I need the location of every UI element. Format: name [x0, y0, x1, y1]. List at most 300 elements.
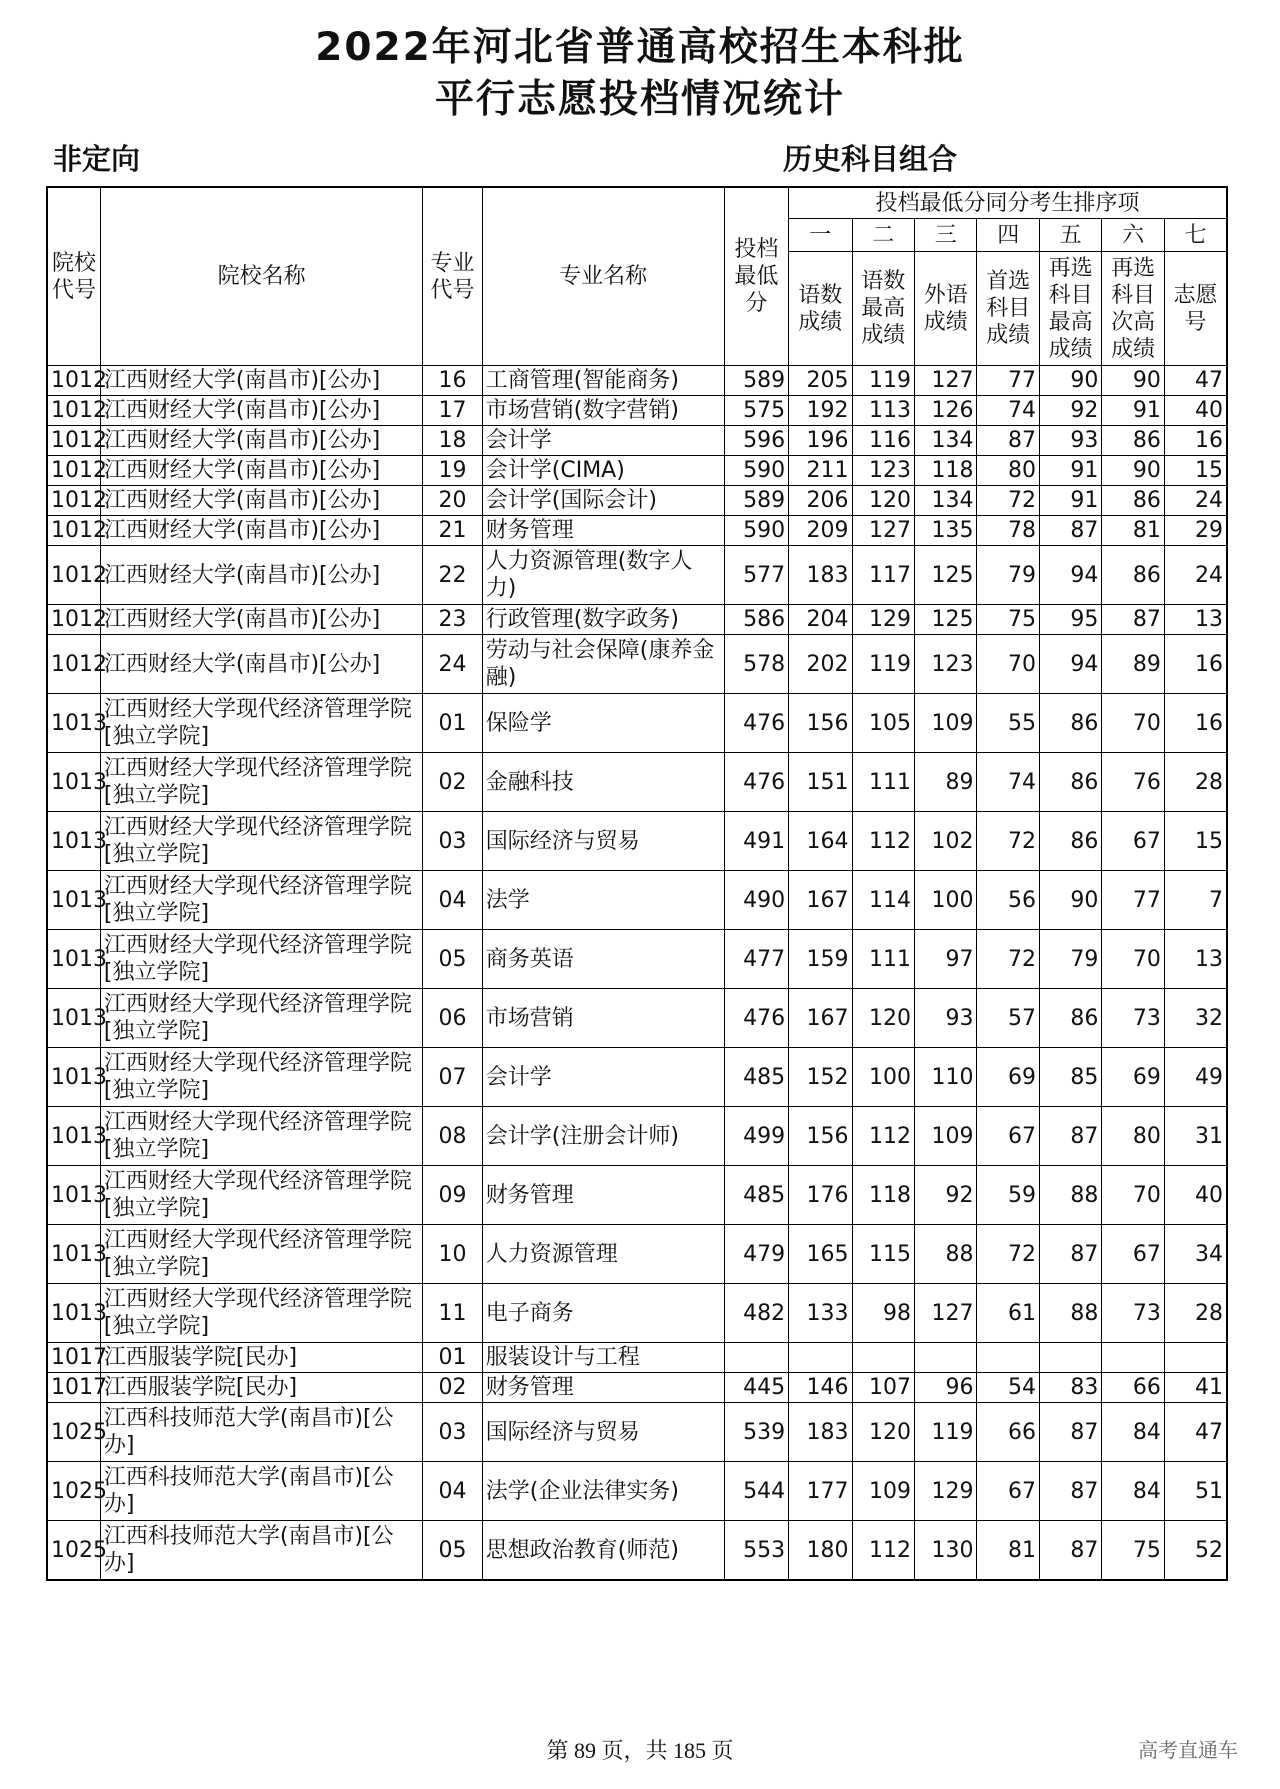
cell-rank-3: 96 [915, 1373, 977, 1403]
cell-school-code: 1017 [47, 1373, 100, 1403]
header-school-name: 院校名称 [100, 187, 422, 366]
cell-rank-3: 118 [915, 456, 977, 486]
table-row [47, 486, 1227, 516]
cell-rank-6: 70 [1102, 1166, 1164, 1225]
cell-rank-4: 80 [977, 456, 1039, 486]
cell-rank-7: 49 [1164, 1048, 1227, 1107]
cell-rank-2: 115 [852, 1225, 914, 1284]
cell-min-score: 476 [724, 753, 788, 812]
cell-school-code: 1013 [47, 753, 100, 812]
cell-rank-7: 52 [1164, 1521, 1227, 1581]
cell-rank-1: 204 [789, 605, 852, 635]
cell-major-code: 11 [423, 1284, 482, 1343]
table-row [47, 546, 1227, 605]
document-title-line-2: 平行志愿投档情况统计 [434, 77, 845, 122]
cell-rank-3: 102 [915, 812, 977, 871]
cell-school-name: 江西财经大学(南昌市)[公办] [100, 546, 422, 605]
cell-rank-7: 16 [1164, 635, 1227, 694]
cell-rank-2: 112 [852, 1521, 914, 1581]
cell-major-name: 保险学 [482, 694, 724, 753]
cell-school-code: 1013 [47, 812, 100, 871]
cell-rank-7: 15 [1164, 812, 1227, 871]
cell-rank-1: 211 [789, 456, 852, 486]
cell-school-name: 江西服装学院[民办] [100, 1373, 422, 1403]
cell-rank-2: 123 [852, 456, 914, 486]
cell-major-name: 人力资源管理(数字人力) [482, 546, 724, 605]
table-row [47, 1225, 1227, 1284]
cell-major-code: 05 [423, 930, 482, 989]
cell-rank-6: 86 [1102, 546, 1164, 605]
cell-school-name: 江西财经大学(南昌市)[公办] [100, 516, 422, 546]
cell-school-name: 江西财经大学(南昌市)[公办] [100, 605, 422, 635]
cell-school-code: 1012 [47, 396, 100, 426]
cell-rank-3 [915, 1343, 977, 1373]
cell-major-name: 思想政治教育(师范) [482, 1521, 724, 1581]
cell-rank-7: 47 [1164, 366, 1227, 396]
cell-rank-3: 134 [915, 486, 977, 516]
cell-rank-7: 24 [1164, 486, 1227, 516]
cell-min-score: 590 [724, 516, 788, 546]
cell-min-score: 586 [724, 605, 788, 635]
cell-rank-4: 74 [977, 753, 1039, 812]
cell-rank-7: 34 [1164, 1225, 1227, 1284]
cell-rank-6: 86 [1102, 426, 1164, 456]
cell-school-name: 江西财经大学现代经济管理学院[独立学院] [100, 1284, 422, 1343]
header-rank-item-7: 志愿号 [1164, 252, 1227, 366]
cell-school-name: 江西科技师范大学(南昌市)[公办] [100, 1462, 422, 1521]
cell-school-code: 1013 [47, 1284, 100, 1343]
table-row [47, 456, 1227, 486]
cell-rank-1: 209 [789, 516, 852, 546]
table-row [47, 426, 1227, 456]
cell-major-code: 08 [423, 1107, 482, 1166]
cell-major-name: 人力资源管理 [482, 1225, 724, 1284]
cell-rank-2: 112 [852, 812, 914, 871]
cell-rank-4: 81 [977, 1521, 1039, 1581]
cell-school-code: 1012 [47, 486, 100, 516]
cell-rank-5: 91 [1039, 486, 1101, 516]
cell-school-name: 江西财经大学现代经济管理学院[独立学院] [100, 694, 422, 753]
cell-major-code: 17 [423, 396, 482, 426]
cell-school-name: 江西财经大学现代经济管理学院[独立学院] [100, 753, 422, 812]
header-rank-item-3: 外语成绩 [915, 252, 977, 366]
cell-rank-7: 31 [1164, 1107, 1227, 1166]
cell-major-code: 03 [423, 812, 482, 871]
cell-major-code: 02 [423, 1373, 482, 1403]
cell-rank-4: 67 [977, 1462, 1039, 1521]
cell-rank-5: 87 [1039, 1403, 1101, 1462]
table-row [47, 1107, 1227, 1166]
cell-min-score: 477 [724, 930, 788, 989]
cell-school-code: 1013 [47, 989, 100, 1048]
cell-rank-7: 40 [1164, 396, 1227, 426]
table-body [47, 366, 1227, 1581]
cell-rank-3: 88 [915, 1225, 977, 1284]
cell-rank-5: 92 [1039, 396, 1101, 426]
cell-rank-2: 119 [852, 635, 914, 694]
header-rank-6: 六 [1102, 219, 1164, 252]
cell-rank-6: 70 [1102, 694, 1164, 753]
cell-rank-7: 24 [1164, 546, 1227, 605]
cell-major-name: 法学(企业法律实务) [482, 1462, 724, 1521]
cell-min-score: 577 [724, 546, 788, 605]
cell-school-name: 江西财经大学现代经济管理学院[独立学院] [100, 1166, 422, 1225]
cell-school-code: 1013 [47, 694, 100, 753]
cell-rank-1: 183 [789, 1403, 852, 1462]
cell-school-name: 江西财经大学现代经济管理学院[独立学院] [100, 1225, 422, 1284]
cell-rank-5: 93 [1039, 426, 1101, 456]
header-rank-item-6: 再选科目次高成绩 [1102, 252, 1164, 366]
cell-rank-6: 89 [1102, 635, 1164, 694]
cell-rank-2: 117 [852, 546, 914, 605]
cell-rank-7: 28 [1164, 1284, 1227, 1343]
table-row [47, 1403, 1227, 1462]
cell-rank-5: 87 [1039, 1225, 1101, 1284]
cell-rank-3: 134 [915, 426, 977, 456]
table-row [47, 812, 1227, 871]
cell-school-name: 江西财经大学现代经济管理学院[独立学院] [100, 989, 422, 1048]
cell-min-score: 445 [724, 1373, 788, 1403]
cell-rank-1: 159 [789, 930, 852, 989]
cell-rank-5: 87 [1039, 1107, 1101, 1166]
table-row [47, 1462, 1227, 1521]
cell-rank-7: 29 [1164, 516, 1227, 546]
cell-rank-2: 127 [852, 516, 914, 546]
cell-rank-5 [1039, 1343, 1101, 1373]
cell-school-code: 1012 [47, 546, 100, 605]
cell-rank-6: 67 [1102, 1225, 1164, 1284]
cell-school-name: 江西财经大学(南昌市)[公办] [100, 366, 422, 396]
header-rank-5: 五 [1039, 219, 1101, 252]
cell-rank-2: 98 [852, 1284, 914, 1343]
header-rank-2: 二 [852, 219, 914, 252]
table-row [47, 871, 1227, 930]
cell-rank-3: 89 [915, 753, 977, 812]
cell-rank-4: 72 [977, 812, 1039, 871]
cell-rank-5: 87 [1039, 516, 1101, 546]
cell-rank-4: 66 [977, 1403, 1039, 1462]
cell-major-name: 会计学(注册会计师) [482, 1107, 724, 1166]
cell-rank-3: 123 [915, 635, 977, 694]
cell-rank-5: 86 [1039, 694, 1101, 753]
cell-school-code: 1013 [47, 1225, 100, 1284]
header-rank-3: 三 [915, 219, 977, 252]
cell-rank-2: 113 [852, 396, 914, 426]
cell-school-code: 1025 [47, 1462, 100, 1521]
cell-rank-3: 129 [915, 1462, 977, 1521]
cell-min-score: 596 [724, 426, 788, 456]
cell-school-name: 江西科技师范大学(南昌市)[公办] [100, 1403, 422, 1462]
cell-rank-3: 109 [915, 1107, 977, 1166]
cell-school-code: 1013 [47, 1107, 100, 1166]
cell-rank-4: 56 [977, 871, 1039, 930]
cell-rank-2: 107 [852, 1373, 914, 1403]
cell-rank-1: 133 [789, 1284, 852, 1343]
cell-min-score: 491 [724, 812, 788, 871]
cell-rank-6: 90 [1102, 456, 1164, 486]
cell-major-code: 16 [423, 366, 482, 396]
cell-rank-3: 119 [915, 1403, 977, 1462]
cell-school-name: 江西财经大学现代经济管理学院[独立学院] [100, 930, 422, 989]
cell-rank-3: 125 [915, 546, 977, 605]
header-rank-7: 七 [1164, 219, 1227, 252]
cell-rank-5: 88 [1039, 1284, 1101, 1343]
cell-major-name: 会计学 [482, 426, 724, 456]
cell-major-name: 电子商务 [482, 1284, 724, 1343]
cell-rank-5: 94 [1039, 546, 1101, 605]
cell-rank-5: 85 [1039, 1048, 1101, 1107]
table-row [47, 1284, 1227, 1343]
cell-rank-5: 95 [1039, 605, 1101, 635]
cell-rank-1: 196 [789, 426, 852, 456]
cell-major-name: 工商管理(智能商务) [482, 366, 724, 396]
cell-rank-3: 93 [915, 989, 977, 1048]
cell-school-name: 江西财经大学现代经济管理学院[独立学院] [100, 871, 422, 930]
cell-rank-4: 72 [977, 930, 1039, 989]
header-min-score: 投档最低分 [724, 187, 788, 366]
cell-major-name: 会计学(国际会计) [482, 486, 724, 516]
cell-major-code: 20 [423, 486, 482, 516]
cell-rank-2: 120 [852, 1403, 914, 1462]
cell-school-name: 江西财经大学现代经济管理学院[独立学院] [100, 1107, 422, 1166]
cell-major-code: 22 [423, 546, 482, 605]
cell-major-name: 法学 [482, 871, 724, 930]
cell-rank-4: 74 [977, 396, 1039, 426]
cell-school-code: 1013 [47, 1048, 100, 1107]
cell-rank-1: 176 [789, 1166, 852, 1225]
cell-rank-2: 116 [852, 426, 914, 456]
cell-rank-3: 127 [915, 366, 977, 396]
cell-rank-1: 152 [789, 1048, 852, 1107]
table-row [47, 1343, 1227, 1373]
cell-school-code: 1012 [47, 605, 100, 635]
cell-rank-2: 111 [852, 930, 914, 989]
cell-rank-3: 130 [915, 1521, 977, 1581]
cell-rank-5: 83 [1039, 1373, 1101, 1403]
cell-rank-7: 13 [1164, 605, 1227, 635]
cell-rank-7: 47 [1164, 1403, 1227, 1462]
cell-rank-5: 86 [1039, 812, 1101, 871]
cell-rank-6: 75 [1102, 1521, 1164, 1581]
cell-rank-1: 202 [789, 635, 852, 694]
cell-rank-4: 59 [977, 1166, 1039, 1225]
cell-school-name: 江西财经大学(南昌市)[公办] [100, 635, 422, 694]
header-major-code: 专业代号 [423, 187, 482, 366]
cell-rank-4: 78 [977, 516, 1039, 546]
cell-rank-4: 54 [977, 1373, 1039, 1403]
table-row [47, 635, 1227, 694]
cell-major-code: 18 [423, 426, 482, 456]
cell-rank-2: 118 [852, 1166, 914, 1225]
cell-min-score: 482 [724, 1284, 788, 1343]
cell-major-name: 财务管理 [482, 516, 724, 546]
cell-school-name: 江西财经大学(南昌市)[公办] [100, 486, 422, 516]
table-row [47, 753, 1227, 812]
cell-school-name: 江西科技师范大学(南昌市)[公办] [100, 1521, 422, 1581]
cell-min-score: 490 [724, 871, 788, 930]
cell-rank-1: 164 [789, 812, 852, 871]
cell-rank-2: 120 [852, 989, 914, 1048]
cell-rank-7: 28 [1164, 753, 1227, 812]
cell-rank-3: 127 [915, 1284, 977, 1343]
header-rank-item-2: 语数最高成绩 [852, 252, 914, 366]
cell-rank-1: 206 [789, 486, 852, 516]
cell-school-code: 1012 [47, 456, 100, 486]
cell-rank-6 [1102, 1343, 1164, 1373]
cell-min-score: 479 [724, 1225, 788, 1284]
cell-rank-4: 72 [977, 486, 1039, 516]
subject-group-label: 历史科目组合 [783, 142, 958, 176]
cell-rank-6: 84 [1102, 1403, 1164, 1462]
cell-school-code: 1025 [47, 1521, 100, 1581]
cell-major-code: 01 [423, 1343, 482, 1373]
cell-rank-7: 32 [1164, 989, 1227, 1048]
cell-rank-7: 51 [1164, 1462, 1227, 1521]
cell-school-code: 1012 [47, 426, 100, 456]
header-school-code: 院校代号 [47, 187, 100, 366]
cell-major-code: 21 [423, 516, 482, 546]
cell-rank-1: 205 [789, 366, 852, 396]
cell-major-code: 02 [423, 753, 482, 812]
admission-table [46, 186, 1228, 1581]
cell-rank-5: 91 [1039, 456, 1101, 486]
cell-rank-6: 67 [1102, 812, 1164, 871]
cell-rank-2: 129 [852, 605, 914, 635]
cell-school-code: 1013 [47, 930, 100, 989]
cell-major-name: 金融科技 [482, 753, 724, 812]
cell-rank-5: 87 [1039, 1462, 1101, 1521]
header-rank-item-5: 再选科目最高成绩 [1039, 252, 1101, 366]
cell-rank-7 [1164, 1343, 1227, 1373]
cell-major-name: 国际经济与贸易 [482, 1403, 724, 1462]
cell-rank-4: 57 [977, 989, 1039, 1048]
cell-major-code: 04 [423, 1462, 482, 1521]
cell-major-name: 会计学 [482, 1048, 724, 1107]
cell-rank-3: 126 [915, 396, 977, 426]
cell-rank-6: 70 [1102, 930, 1164, 989]
cell-rank-2: 100 [852, 1048, 914, 1107]
table-row [47, 694, 1227, 753]
cell-rank-2: 109 [852, 1462, 914, 1521]
watermark: 高考直通车 [1138, 1738, 1238, 1762]
cell-major-name: 国际经济与贸易 [482, 812, 724, 871]
cell-rank-5: 87 [1039, 1521, 1101, 1581]
cell-major-name: 会计学(CIMA) [482, 456, 724, 486]
cell-school-name: 江西财经大学(南昌市)[公办] [100, 456, 422, 486]
cell-rank-1: 167 [789, 871, 852, 930]
cell-major-code: 09 [423, 1166, 482, 1225]
cell-min-score: 539 [724, 1403, 788, 1462]
cell-rank-1: 177 [789, 1462, 852, 1521]
cell-rank-2: 119 [852, 366, 914, 396]
cell-school-code: 1025 [47, 1403, 100, 1462]
cell-rank-6: 69 [1102, 1048, 1164, 1107]
cell-major-name: 商务英语 [482, 930, 724, 989]
cell-major-code: 19 [423, 456, 482, 486]
cell-school-code: 1013 [47, 871, 100, 930]
cell-rank-6: 91 [1102, 396, 1164, 426]
cell-min-score [724, 1343, 788, 1373]
page-footer: 第 89 页，共 185 页 [546, 1738, 734, 1763]
cell-school-code: 1013 [47, 1166, 100, 1225]
header-rank-group: 投档最低分同分考生排序项 [789, 187, 1227, 219]
cell-rank-3: 92 [915, 1166, 977, 1225]
cell-school-name: 江西财经大学现代经济管理学院[独立学院] [100, 1048, 422, 1107]
category-label: 非定向 [53, 142, 141, 176]
cell-min-score: 589 [724, 366, 788, 396]
cell-rank-5: 79 [1039, 930, 1101, 989]
cell-rank-4: 70 [977, 635, 1039, 694]
cell-rank-1: 146 [789, 1373, 852, 1403]
cell-rank-3: 135 [915, 516, 977, 546]
cell-min-score: 476 [724, 694, 788, 753]
cell-major-code: 07 [423, 1048, 482, 1107]
cell-rank-2: 105 [852, 694, 914, 753]
cell-rank-1: 151 [789, 753, 852, 812]
cell-rank-5: 86 [1039, 989, 1101, 1048]
cell-rank-4: 72 [977, 1225, 1039, 1284]
cell-school-code: 1012 [47, 366, 100, 396]
cell-rank-4: 55 [977, 694, 1039, 753]
cell-rank-5: 90 [1039, 871, 1101, 930]
cell-min-score: 544 [724, 1462, 788, 1521]
cell-rank-4: 79 [977, 546, 1039, 605]
cell-major-name: 劳动与社会保障(康养金融) [482, 635, 724, 694]
cell-major-code: 04 [423, 871, 482, 930]
cell-major-code: 06 [423, 989, 482, 1048]
header-rank-item-4: 首选科目成绩 [977, 252, 1039, 366]
cell-rank-4 [977, 1343, 1039, 1373]
cell-major-code: 05 [423, 1521, 482, 1581]
cell-rank-1: 183 [789, 546, 852, 605]
cell-min-score: 578 [724, 635, 788, 694]
table-row [47, 605, 1227, 635]
cell-major-name: 服装设计与工程 [482, 1343, 724, 1373]
table-row [47, 930, 1227, 989]
cell-rank-1 [789, 1343, 852, 1373]
cell-rank-3: 100 [915, 871, 977, 930]
cell-major-code: 24 [423, 635, 482, 694]
header-rank-1: 一 [789, 219, 852, 252]
table-row [47, 1521, 1227, 1581]
cell-rank-5: 88 [1039, 1166, 1101, 1225]
cell-major-code: 03 [423, 1403, 482, 1462]
cell-school-code: 1017 [47, 1343, 100, 1373]
cell-rank-7: 16 [1164, 694, 1227, 753]
cell-rank-4: 75 [977, 605, 1039, 635]
table-row [47, 516, 1227, 546]
cell-rank-3: 125 [915, 605, 977, 635]
cell-rank-5: 86 [1039, 753, 1101, 812]
cell-min-score: 590 [724, 456, 788, 486]
cell-school-name: 江西财经大学(南昌市)[公办] [100, 396, 422, 426]
cell-min-score: 485 [724, 1166, 788, 1225]
table-row [47, 1166, 1227, 1225]
cell-min-score: 589 [724, 486, 788, 516]
cell-major-name: 行政管理(数字政务) [482, 605, 724, 635]
cell-rank-6: 73 [1102, 989, 1164, 1048]
cell-rank-1: 180 [789, 1521, 852, 1581]
cell-rank-6: 90 [1102, 366, 1164, 396]
cell-rank-6: 73 [1102, 1284, 1164, 1343]
cell-rank-7: 15 [1164, 456, 1227, 486]
cell-major-code: 01 [423, 694, 482, 753]
cell-major-name: 市场营销 [482, 989, 724, 1048]
cell-rank-1: 156 [789, 1107, 852, 1166]
cell-rank-4: 61 [977, 1284, 1039, 1343]
cell-rank-3: 109 [915, 694, 977, 753]
cell-rank-6: 80 [1102, 1107, 1164, 1166]
